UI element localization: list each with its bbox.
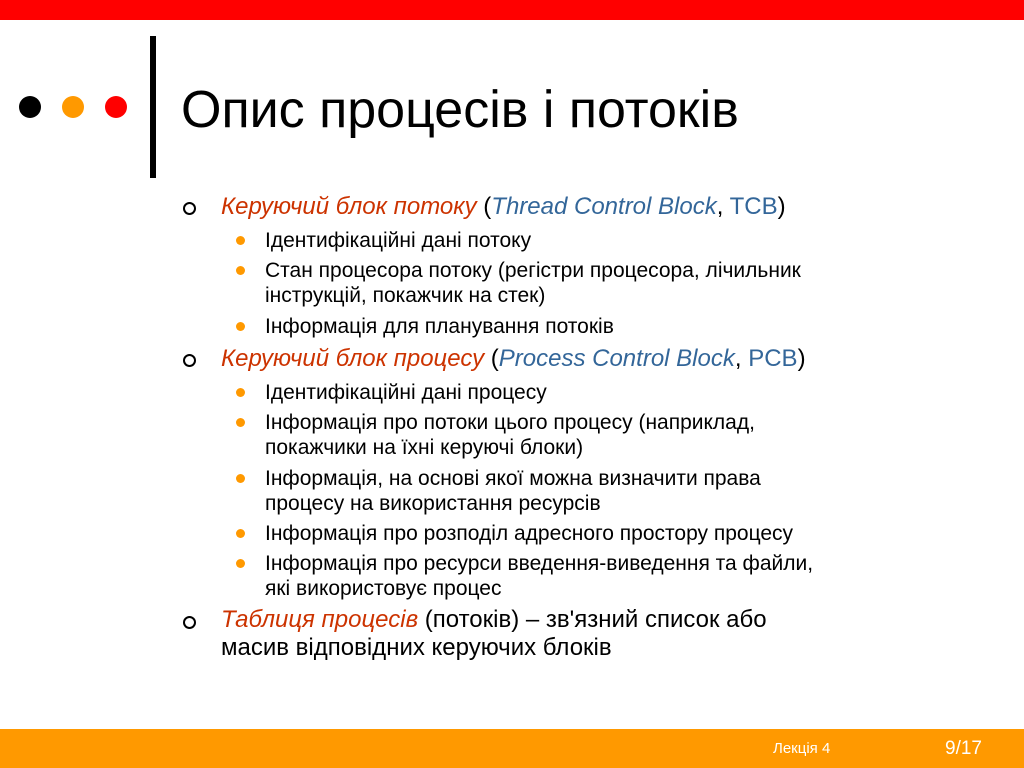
separator: , (734, 345, 749, 372)
abbr-tcb: TCB (729, 193, 778, 220)
english-pcb: Process Control Block (498, 345, 735, 372)
sub-item-cont: процесу на використання ресурсів (265, 492, 601, 515)
paren-open: ( (476, 193, 492, 220)
sub-bullet-dot (236, 322, 245, 331)
term-process-table: Таблиця процесів (221, 606, 419, 633)
bullet-pcb (221, 344, 806, 374)
sub-bullet-dot (236, 266, 245, 275)
bullet-circle (183, 202, 196, 215)
paren-close: ) (777, 193, 786, 220)
bullet-text-cont: масив відповідних керуючих блоків (221, 634, 612, 661)
bullet-process-table (221, 605, 767, 635)
paren-open: ( (484, 345, 499, 372)
footer-lecture: Лекція 4 (773, 740, 831, 757)
sub-item-cont: інструкцій, покажчик на стек) (265, 284, 546, 307)
sub-bullet-dot (236, 529, 245, 538)
sub-bullet-dot (236, 236, 245, 245)
sub-item: Інформація, на основі якої можна визначити права (265, 467, 761, 490)
paren-close: ) (797, 345, 806, 372)
decor-dot-red (105, 96, 127, 118)
abbr-pcb: PCB (748, 345, 798, 372)
term-tcb: Керуючий блок потоку (221, 193, 477, 220)
slide-title: Опис процесів і потоків (181, 81, 739, 139)
sub-item: Ідентифікаційні дані потоку (265, 229, 532, 252)
decor-dot-orange (62, 96, 84, 118)
sub-item: Інформація про потоки цього процесу (наприклад, (265, 411, 755, 434)
bullet-circle (183, 354, 196, 367)
sub-item: Стан процесора потоку (регістри процесора, лічильник (265, 259, 801, 282)
footer-bar (0, 729, 1024, 768)
sub-bullet-dot (236, 474, 245, 483)
term-pcb: Керуючий блок процесу (221, 345, 485, 372)
sub-item-cont: покажчики на їхні керуючі блоки) (265, 436, 584, 459)
sub-item: Інформація для планування потоків (265, 315, 614, 338)
sub-bullet-dot (236, 418, 245, 427)
bullet-text: (потоків) – зв'язний список або (418, 606, 767, 633)
title-divider (150, 36, 156, 178)
english-tcb: Thread Control Block (491, 193, 717, 220)
top-accent-bar (0, 0, 1024, 20)
bullet-tcb (221, 192, 786, 222)
sub-item: Ідентифікаційні дані процесу (265, 381, 547, 404)
bullet-circle (183, 616, 196, 629)
decor-dot-black (19, 96, 41, 118)
sub-item-cont: які використовує процес (265, 577, 502, 600)
sub-bullet-dot (236, 559, 245, 568)
sub-item: Інформація про розподіл адресного простору процесу (265, 522, 794, 545)
sub-bullet-dot (236, 388, 245, 397)
sub-item: Інформація про ресурси введення-виведення та файли, (265, 552, 814, 575)
separator: , (716, 193, 730, 220)
page-number: 9/17 (945, 738, 982, 759)
